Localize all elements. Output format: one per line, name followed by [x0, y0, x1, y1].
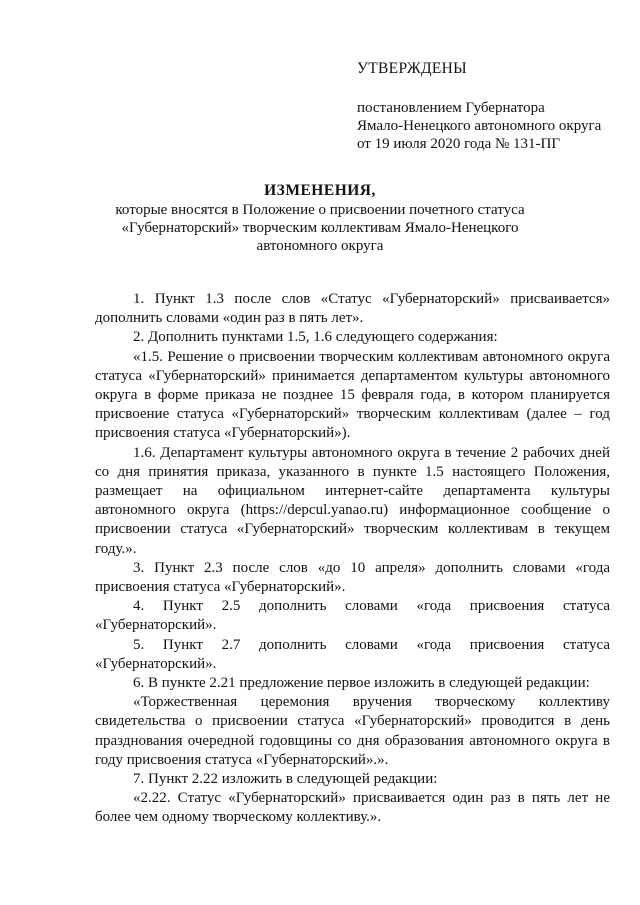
paragraph-10: 7. Пункт 2.22 изложить в следующей редакции: [133, 771, 438, 788]
paragraph-8: 6. В пункте 2.21 предложение первое изложить в следующей редакции: [133, 675, 590, 692]
approval-line-1: постановлением Губернатора [357, 100, 545, 116]
paragraph-7: 5. Пункт 2.7 дополнить словами «года присвоения статуса «Губернаторский». [95, 636, 610, 672]
document-title: ИЗМЕНЕНИЯ, [264, 182, 376, 199]
approval-title: УТВЕРЖДЕНЫ [357, 60, 467, 77]
paragraph-4: 1.6. Департамент культуры автономного округа в течение 2 рабочих дней со дня принятия приказа, указанного в пункте 1.5 настоящего Положения, размещает на официальном интернет-сайте департамента культуры автономного округа (https://depcul.yanao.ru) информационное сообщение о присвоении статуса «Губернаторский» творческим коллективам в текущем году.». [95, 444, 610, 557]
paragraph-9: «Торжественная церемония вручения творческому коллективу свидетельства о присвоении статуса «Губернаторский» проводится в день празднования очередной годовщины со дня образования автономного округа в году присвоения статуса «Губернаторский».». [95, 694, 610, 768]
document-heading [80, 182, 560, 255]
approval-line-2: Ямало-Ненецкого автономного округа [357, 118, 602, 134]
paragraph-2: 2. Дополнить пунктами 1.5, 1.6 следующего содержания: [133, 329, 498, 346]
paragraph-5: 3. Пункт 2.3 после слов «до 10 апреля» дополнить словами «года присвоения статуса «Губернаторский». [95, 559, 610, 596]
document-subtitle-line-3: автономного округа [256, 238, 384, 254]
approval-block [357, 60, 627, 153]
document-body [95, 290, 610, 828]
approval-line-3: от 19 июля 2020 года № 131-ПГ [357, 136, 561, 152]
document-subtitle-line-1: которые вносятся в Положение о присвоении почетного статуса [115, 202, 525, 218]
paragraph-11: «2.22. Статус «Губернаторский» присваивается один раз в пять лет не более чем одному творческому коллективу.». [95, 790, 610, 826]
paragraph-6: 4. Пункт 2.5 дополнить словами «года присвоения статуса «Губернаторский». [95, 598, 610, 634]
document-subtitle-line-2: «Губернаторский» творческим коллективам Ямало-Ненецкого [121, 220, 519, 236]
paragraph-1: 1. Пункт 1.3 после слов «Статус «Губернаторский» присваивается» дополнить словами «один раз в пять лет». [95, 291, 610, 327]
paragraph-3: «1.5. Решение о присвоении творческим коллективам автономного округа статуса «Губернаторский» принимается департаментом культуры автономного округа в форме приказа не позднее 15 февраля года, в котором планируется присвоение статуса «Губернаторский» творческим коллективам (далее – год присвоения статуса «Губернаторский»). [95, 348, 610, 442]
